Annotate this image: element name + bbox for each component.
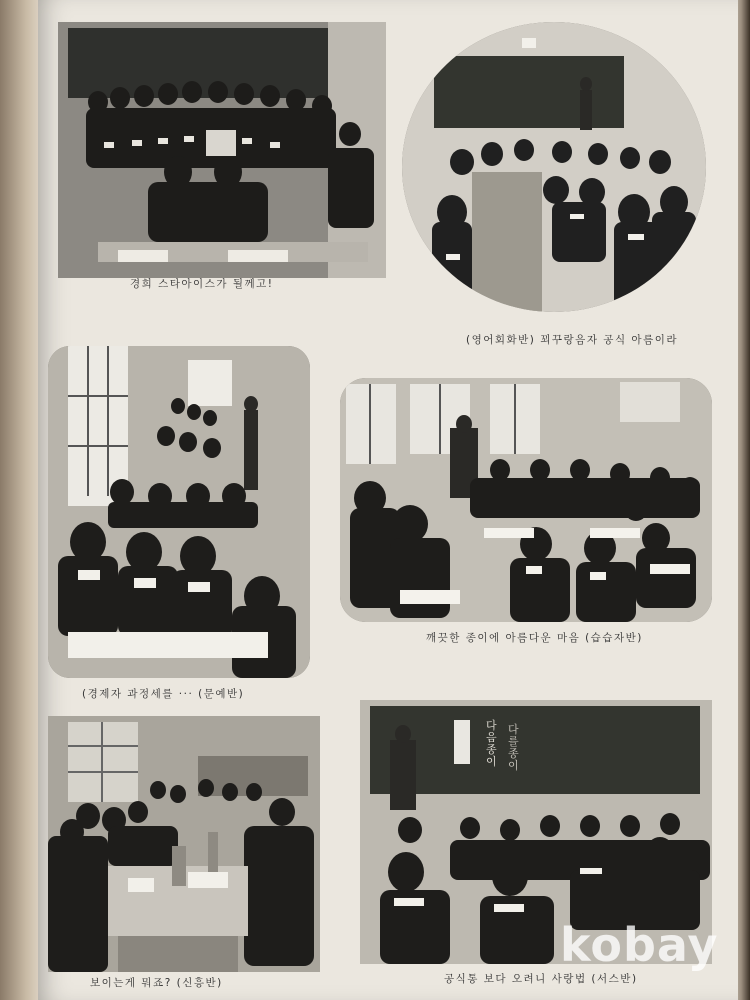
students-with-teacher-photo — [58, 22, 386, 278]
blackboard-text-2: 다를 종이 — [508, 723, 519, 772]
caption-3: (경제자 과정세를 ··· (문예반) — [82, 688, 245, 700]
literature-class-photo — [48, 346, 310, 678]
english-class-photo — [402, 22, 706, 312]
caption-6: 공식통 보다 오려니 사랑법 (서스반) — [444, 973, 638, 985]
album-page — [38, 0, 738, 1000]
blackboard-text-1: 다음 종이 — [486, 719, 497, 768]
caption-5: 보이는게 뭐죠? (신흥반) — [90, 977, 223, 989]
science-class-photo — [48, 716, 320, 972]
caption-2: (영어회화반) 꾀꾸랑음자 공식 아름이라 — [466, 334, 678, 346]
caption-4: 깨끗한 종이에 아름다운 마음 (습습자반) — [426, 632, 643, 644]
watermark-logo: kobay — [560, 918, 719, 972]
calligraphy-class-photo — [340, 378, 712, 622]
caption-1: 경희 스타아이스가 될께고! — [130, 278, 274, 290]
